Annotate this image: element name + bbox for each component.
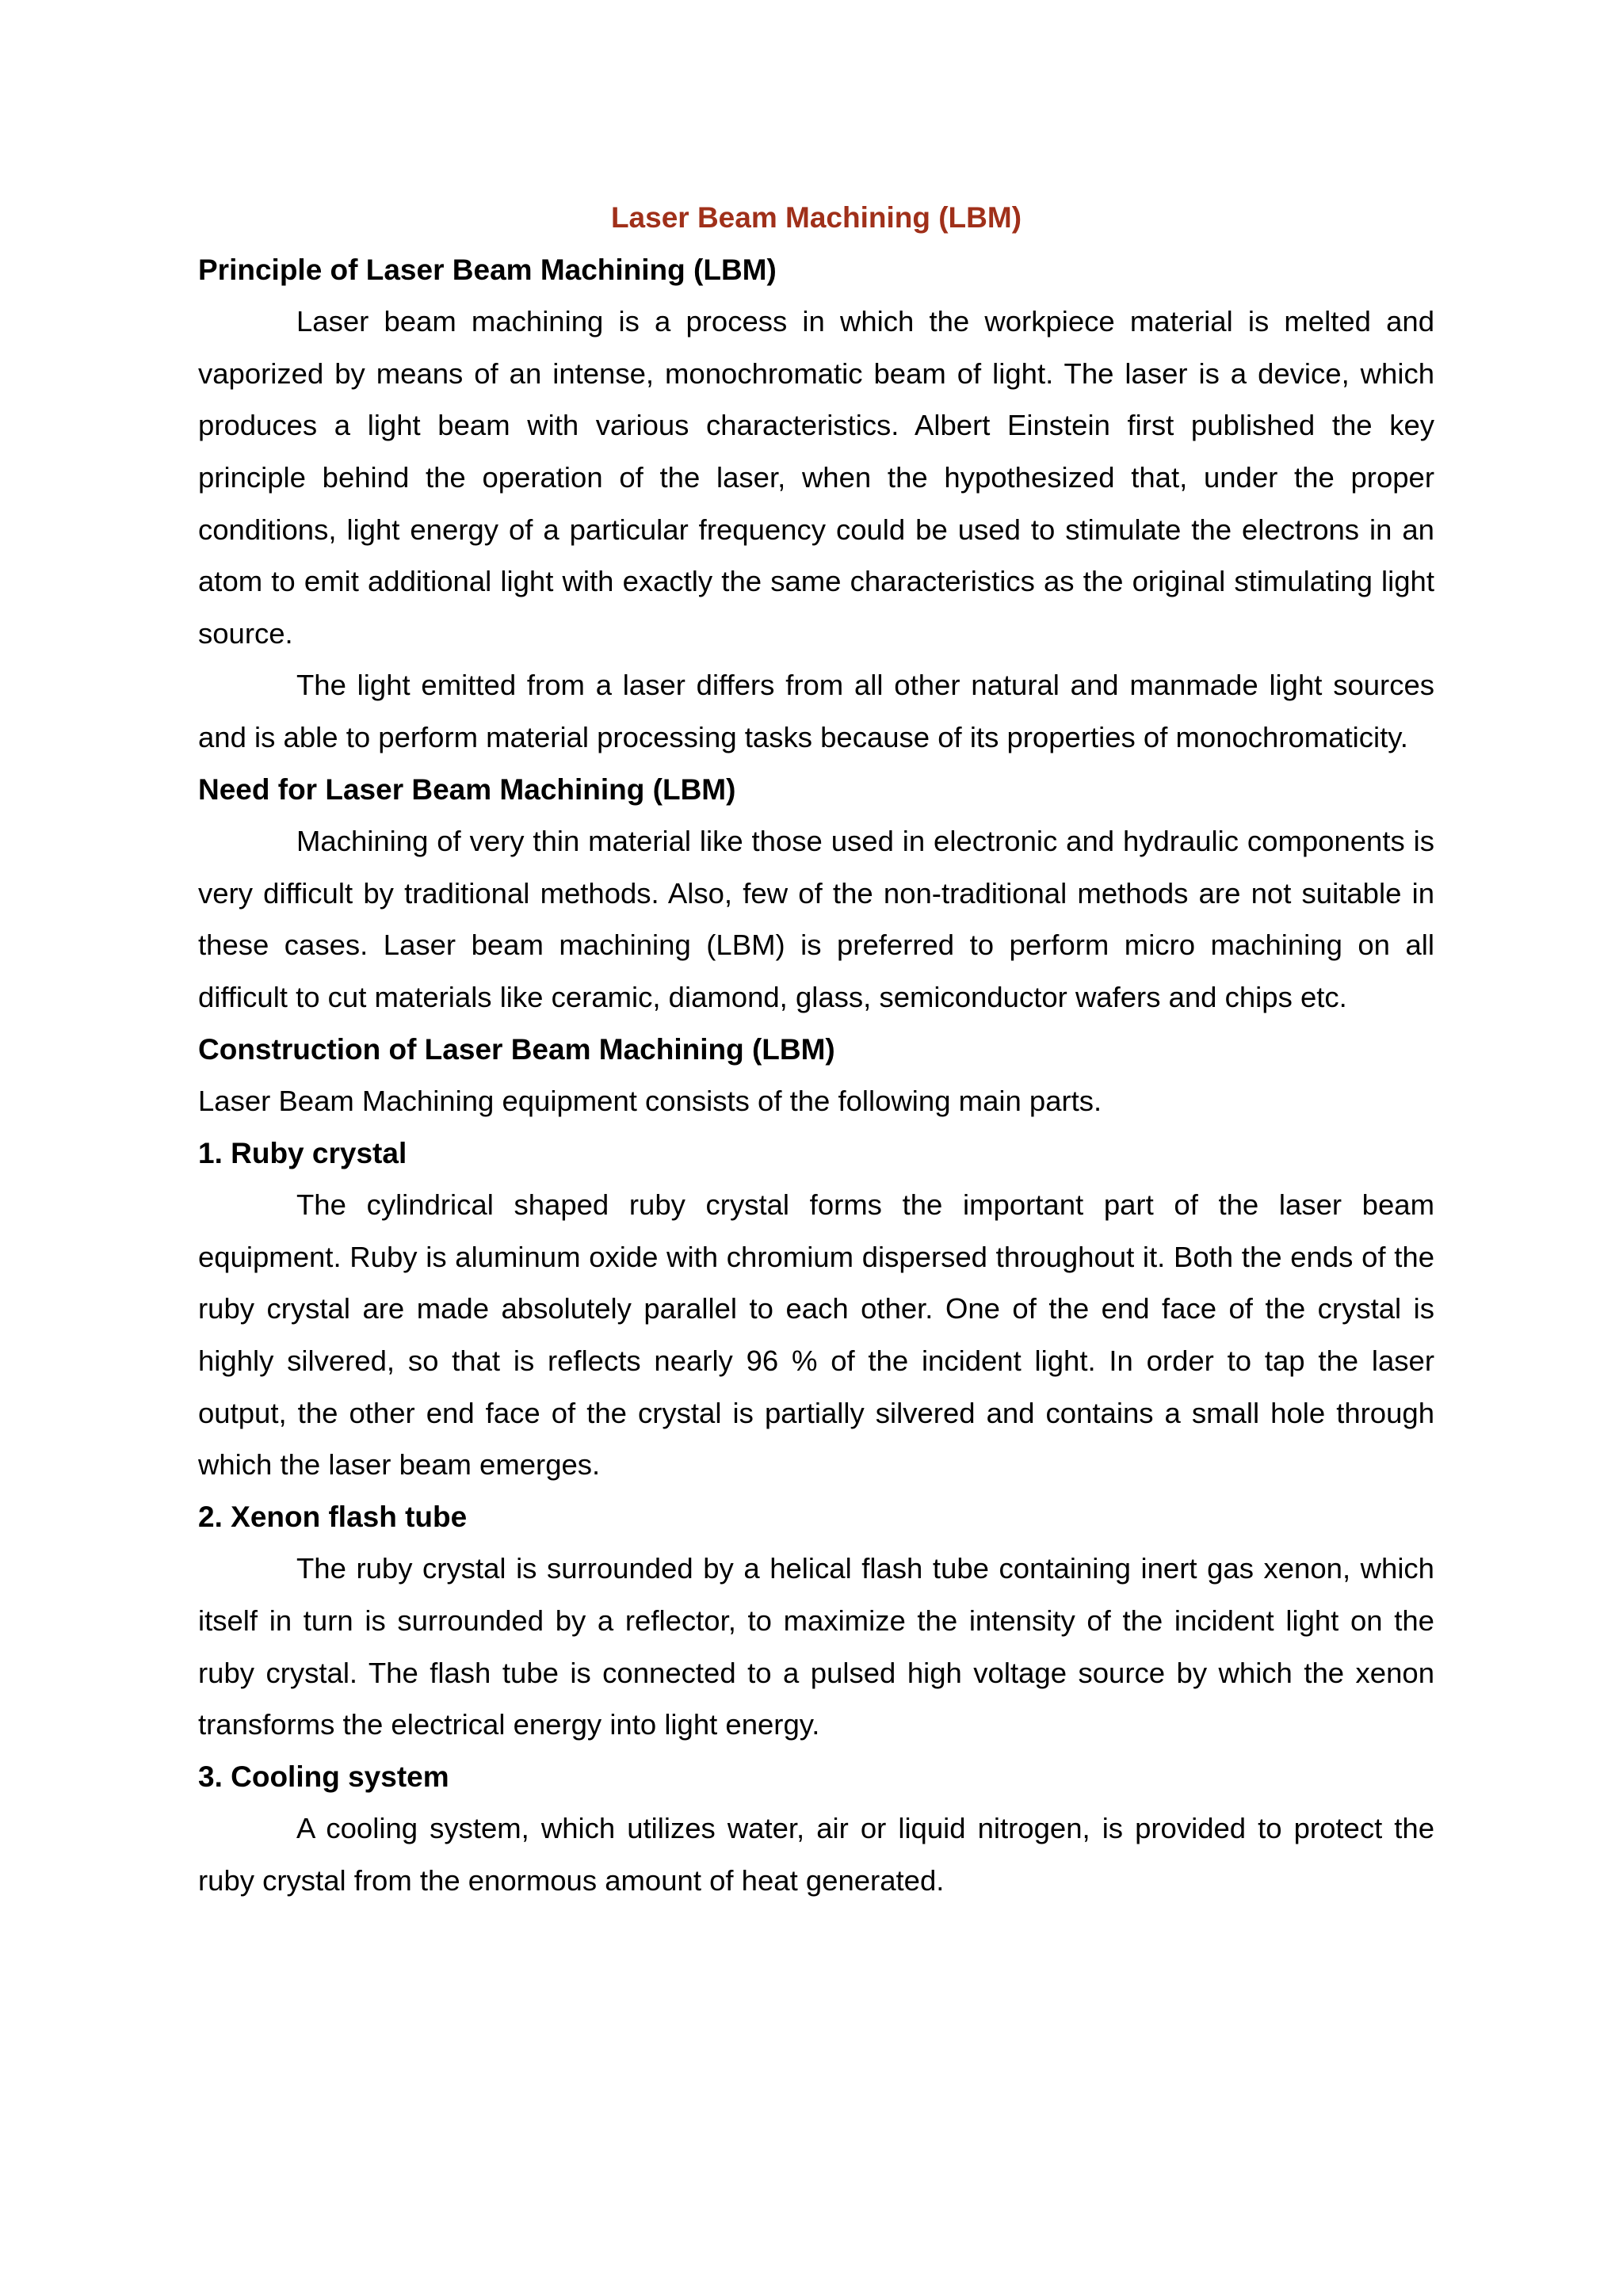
paragraph: Laser beam machining is a process in which the workpiece material is melted and vaporized by means of an intense, monochromatic beam of light. The laser is a device, which produces a light beam with various characteristics. Albert Einstein first published the key principle behind the operation of the laser, when the hypothesized that, under the proper conditions, light energy of a particular frequency could be used to stimulate the electrons in an atom to emit additional light with exactly the same characteristics as the original stimulating light source. bbox=[198, 305, 1434, 650]
section-heading-ruby-crystal: 1. Ruby crystal bbox=[198, 1136, 407, 1169]
paragraph: The light emitted from a laser differs from all other natural and manmade light sources and is able to perform material processing tasks because of its properties of monochromaticity. bbox=[198, 669, 1434, 753]
section-heading-cooling-system: 3. Cooling system bbox=[198, 1760, 449, 1793]
section-heading-need: Need for Laser Beam Machining (LBM) bbox=[198, 772, 736, 806]
paragraph: The ruby crystal is surrounded by a helical flash tube containing inert gas xenon, which itself in turn is surrounded by a reflector, to maximize the intensity of the incident light on the ruby crystal. The flash tube is connected to a pulsed high voltage source by which the xenon transforms the electrical energy into light energy. bbox=[198, 1552, 1434, 1741]
paragraph: The cylindrical shaped ruby crystal forms the important part of the laser beam equipment. Ruby is aluminum oxide with chromium dispersed throughout it. Both the ends of the ruby crystal are made absolutely parallel to each other. One of the end face of the crystal is highly silvered, so that is reflects nearly 96 % of the incident light. In order to tap the laser output, the other end face of the crystal is partially silvered and contains a small hole through which the laser beam emerges. bbox=[198, 1188, 1434, 1482]
document-title: Laser Beam Machining (LBM) bbox=[610, 201, 1022, 234]
paragraph: Machining of very thin material like those used in electronic and hydraulic components is very difficult by traditional methods. Also, few of the non-traditional methods are not suitable in these cases. Laser beam machining (LBM) is preferred to perform micro machining on all difficult to cut materials like ceramic, diamond, glass, semiconductor wafers and chips etc. bbox=[198, 825, 1434, 1013]
construction-intro: Laser Beam Machining equipment consists of the following main parts. bbox=[198, 1085, 1102, 1118]
section-heading-construction: Construction of Laser Beam Machining (LBM) bbox=[198, 1032, 835, 1066]
section-heading-xenon-flash-tube: 2. Xenon flash tube bbox=[198, 1500, 468, 1533]
document-body bbox=[198, 192, 1434, 1907]
paragraph: A cooling system, which utilizes water, air or liquid nitrogen, is provided to protect the ruby crystal from the enormous amount of heat generated. bbox=[198, 1812, 1434, 1897]
section-heading-principle: Principle of Laser Beam Machining (LBM) bbox=[198, 253, 777, 286]
